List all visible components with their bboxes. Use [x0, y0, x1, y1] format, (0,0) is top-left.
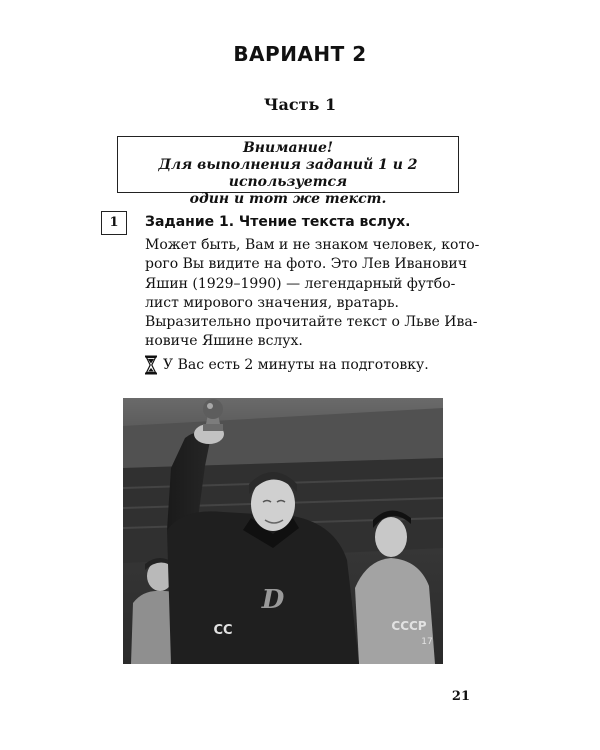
task-text-line: рого Вы видите на фото. Это Лев Иванович: [145, 256, 468, 273]
task-text-line: Яшин (1929–1990) — легендарный футбо-: [145, 275, 456, 292]
hourglass-icon: [144, 355, 158, 375]
jersey-text-right: CCCP: [391, 619, 427, 633]
attention-line: один и тот же текст.: [189, 191, 387, 207]
timer-text: У Вас есть 2 минуты на подготовку.: [163, 357, 429, 373]
page-number: 21: [451, 689, 470, 704]
task-text-line: новиче Яшине вслух.: [145, 333, 303, 350]
attention-box: [117, 136, 459, 207]
attention-heading: Внимание!: [242, 140, 334, 156]
part-title: Часть 1: [263, 95, 337, 114]
variant-title: ВАРИАНТ 2: [233, 42, 367, 66]
task-text-line: лист мирового значения, вратарь.: [145, 294, 399, 311]
jersey-text-left: CC: [213, 623, 233, 638]
attention-line: Для выполнения заданий 1 и 2 используется: [158, 157, 418, 190]
task-number-badge: 1: [101, 211, 127, 235]
task-text-line: Может быть, Вам и не знаком человек, кото-: [145, 237, 480, 253]
yashin-photo: [123, 398, 443, 664]
task-text-line: Выразительно прочитайте текст о Льве Ива-: [145, 314, 478, 331]
jersey-number: 17: [421, 637, 433, 647]
task-heading: Задание 1. Чтение текста вслух.: [145, 214, 411, 230]
jersey-emblem: D: [261, 585, 285, 615]
task-text: [145, 236, 480, 352]
